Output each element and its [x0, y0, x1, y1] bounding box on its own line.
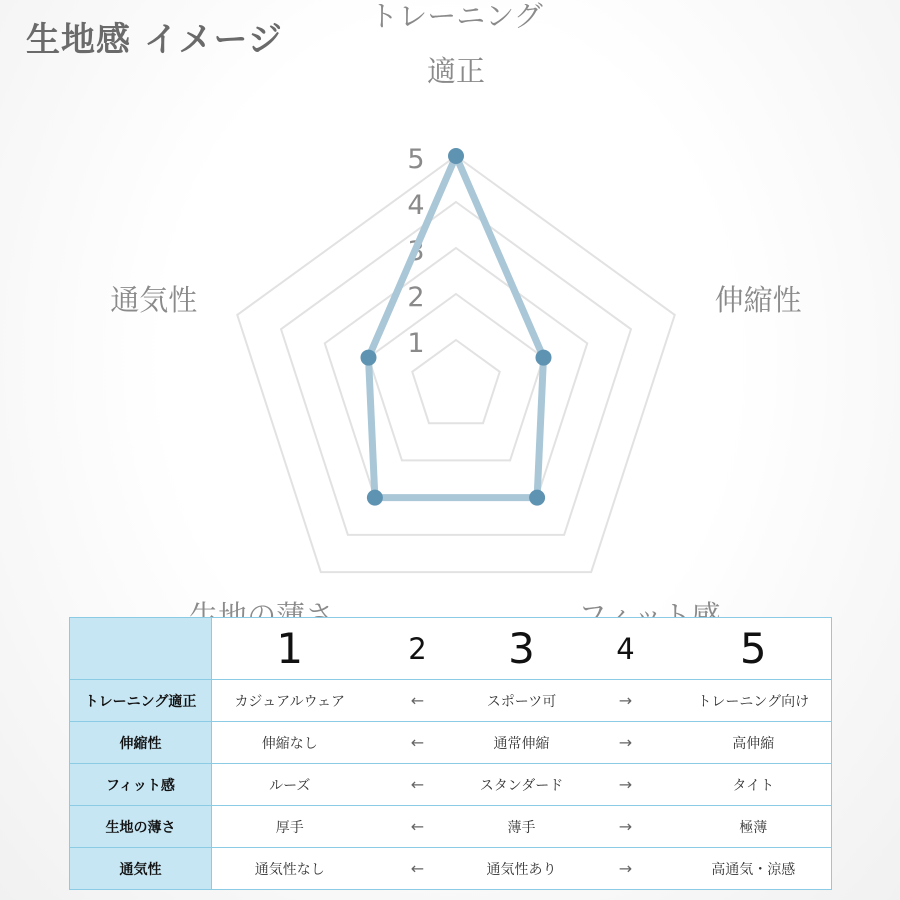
row-mid-value: 通常伸縮 — [468, 722, 576, 764]
right-arrow: → — [576, 764, 676, 806]
row-label: トレーニング適正 — [70, 680, 212, 722]
row-high-value: 高伸縮 — [676, 722, 832, 764]
level-4-header: 4 — [576, 618, 676, 680]
right-arrow: → — [576, 806, 676, 848]
data-point-2 — [535, 350, 551, 366]
row-label: 生地の薄さ — [70, 806, 212, 848]
table-row — [70, 680, 832, 722]
row-high-value: 極薄 — [676, 806, 832, 848]
data-point-4 — [367, 490, 383, 506]
series-line — [369, 156, 544, 498]
table-corner-cell — [70, 618, 212, 680]
level-2-header: 2 — [368, 618, 468, 680]
right-arrow: → — [576, 722, 676, 764]
row-mid-value: スポーツ可 — [468, 680, 576, 722]
level-5-header: 5 — [676, 618, 832, 680]
table-row — [70, 722, 832, 764]
data-point-1 — [448, 148, 464, 164]
radar-grid — [237, 156, 674, 572]
tick-label-3: 3 — [407, 236, 425, 267]
axis-label-1: トレーニング適正 — [369, 0, 543, 88]
left-arrow: ← — [368, 722, 468, 764]
row-high-value: トレーニング向け — [676, 680, 832, 722]
left-arrow: ← — [368, 848, 468, 890]
row-mid-value: 薄手 — [468, 806, 576, 848]
axis-label-2: 伸縮性 — [714, 282, 802, 317]
level-1-header: 1 — [212, 618, 368, 680]
row-label: 通気性 — [70, 848, 212, 890]
left-arrow: ← — [368, 764, 468, 806]
row-low-value: 伸縮なし — [212, 722, 368, 764]
table-row — [70, 806, 832, 848]
right-arrow: → — [576, 848, 676, 890]
row-low-value: ルーズ — [212, 764, 368, 806]
table-row — [70, 764, 832, 806]
grid-ring-1 — [412, 340, 499, 423]
right-arrow: → — [576, 680, 676, 722]
rating-legend-table — [69, 617, 832, 890]
tick-label-2: 2 — [407, 282, 425, 313]
row-mid-value: 通気性あり — [468, 848, 576, 890]
tick-label-1: 1 — [407, 328, 425, 359]
row-mid-value: スタンダード — [468, 764, 576, 806]
grid-ring-2 — [369, 294, 544, 460]
left-arrow: ← — [368, 806, 468, 848]
row-low-value: 厚手 — [212, 806, 368, 848]
table-header-row — [70, 618, 832, 680]
tick-label-5: 5 — [407, 144, 425, 175]
data-point-5 — [361, 350, 377, 366]
table-row — [70, 848, 832, 890]
row-high-value: タイト — [676, 764, 832, 806]
row-label: フィット感 — [70, 764, 212, 806]
level-3-header: 3 — [468, 618, 576, 680]
row-high-value: 高通気・涼感 — [676, 848, 832, 890]
page-title: 生地感 イメージ — [26, 20, 283, 60]
radar-axis-labels — [110, 0, 801, 633]
data-point-3 — [529, 490, 545, 506]
row-low-value: カジュアルウェア — [212, 680, 368, 722]
row-low-value: 通気性なし — [212, 848, 368, 890]
left-arrow: ← — [368, 680, 468, 722]
grid-ring-5 — [237, 156, 674, 572]
row-label: 伸縮性 — [70, 722, 212, 764]
axis-label-5: 通気性 — [110, 282, 198, 317]
tick-label-4: 4 — [407, 190, 425, 221]
